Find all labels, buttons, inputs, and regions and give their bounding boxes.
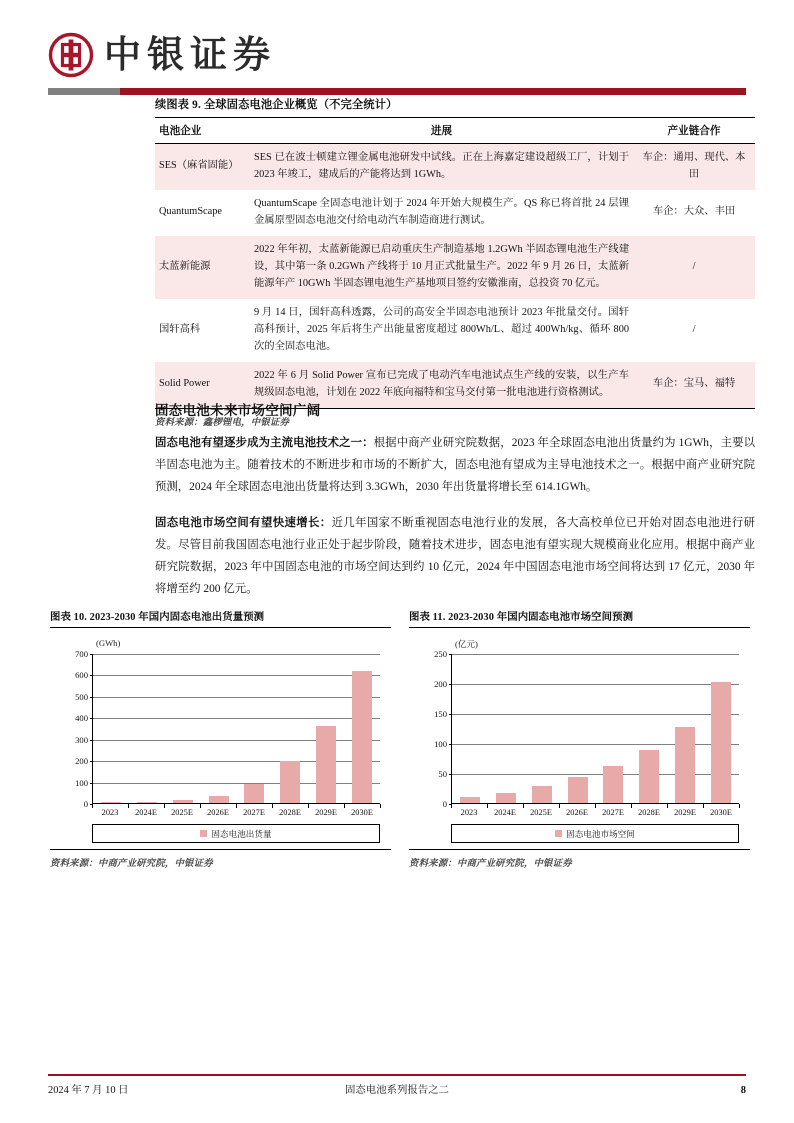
bar [675,727,695,803]
cell-progress: 9 月 14 日，国轩高科透露，公司的高安全半固态电池预计 2023 年批量交付。国轩高科预计，2025 年后将生产出能量密度超过 800Wh/L、超过 400Wh/kg、循环 800 次的全固态电池。 [254,306,629,352]
table-source-note: 资料来源：鑫椤锂电，中银证券 [155,417,290,428]
footer-date: 2024 年 7 月 10 日 [48,1084,129,1096]
bar [316,726,336,803]
x-tick-mark [739,804,740,808]
cell-progress: QuantumScape 全固态电池计划于 2024 年开始大规模生产。QS 称已将首批 24 层锂金属原型固态电池交付给电动汽车制造商进行测试。 [254,197,629,226]
paragraph [155,512,755,601]
chart-bars [452,654,739,803]
y-axis-tick-label: 700 [75,649,88,659]
chart-x-labels [92,808,380,817]
paragraph [155,432,755,499]
figure-source-note: 资料来源：中商产业研究院，中银证券 [409,849,750,869]
bar-chart-shipment [50,638,391,843]
chart-unit-label: (亿元) [455,639,478,649]
x-axis-tick-label: 2029E [674,808,696,817]
brand-name: 中银证券 [104,34,276,76]
chart-legend [92,824,380,843]
table-row [155,299,755,362]
y-axis-tick-label: 600 [75,670,88,681]
bar [603,766,623,803]
header-divider-grey [48,88,120,95]
table-row [155,144,755,190]
bar [173,800,193,803]
y-axis-tick-label: 150 [434,709,447,719]
x-axis-tick-label: 2024E [494,808,516,817]
figure-body [409,627,750,869]
bar [209,796,229,803]
figure-shipment-forecast [50,608,391,869]
legend-label: 固态电池市场空间 [566,828,635,839]
cell-progress: 2022 年年初，太蓝新能源已启动重庆生产制造基地 1.2GWh 半固态锂电池生产线建设，其中第一条 0.2GWh 产线将于 10 月正式批量生产。2022 年 9 月 26 日，太蓝新能源年产 10GWh 半固态锂电池生产基地项目签约安徽淮南，总投资 70 亿元。 [250,236,635,299]
bar-slot [596,654,632,803]
cell-chain: 车企：大众、丰田 [652,206,736,218]
x-axis-tick-label: 2026E [566,808,588,817]
x-axis-tick-label: 2023 [101,808,119,817]
bar-chart-market-size [409,638,750,843]
prose-section [155,400,755,614]
bar-slot [201,654,237,803]
cell-company: SES（麻省固能） [155,144,250,190]
figure-caption: 图表 11. 2023-2030 年国内固态电池市场空间预测 [409,612,634,623]
x-axis-tick-label: 2028E [279,808,301,817]
chart-x-labels [451,808,739,817]
column-header-company: 电池企业 [155,118,250,144]
bar [711,682,731,803]
bar-slot [488,654,524,803]
bar [244,784,264,803]
column-header-chain: 产业链合作 [635,118,755,144]
cell-chain: / [692,323,696,335]
legend-swatch-icon [200,830,207,837]
bar-slot [524,654,560,803]
figure-body [50,627,391,869]
x-axis-tick-label: 2028E [638,808,660,817]
y-axis-tick-label: 200 [75,756,88,767]
table-header-row [155,118,755,144]
y-axis-tick-label: 0 [442,799,447,809]
company-overview-table-block [155,96,755,428]
cell-chain: 车企：宝马、福特 [635,362,755,408]
bar-slot [129,654,165,803]
cell-company: Solid Power [155,362,250,408]
x-axis-tick-label: 2030E [351,808,373,817]
bar-slot [344,654,380,803]
page-footer [48,1074,746,1096]
bar-slot [631,654,667,803]
x-axis-tick-label: 2027E [602,808,624,817]
x-axis-tick-label: 2027E [243,808,265,817]
y-axis-tick-label: 100 [75,777,88,788]
cell-chain: 车企：通用、现代、本田 [635,144,755,190]
chart-plot-area [434,649,739,809]
bar [101,802,121,803]
cell-company: QuantumScape [159,206,222,218]
y-axis-tick-label: 200 [434,679,447,689]
chart-unit-label: (GWh) [96,638,121,648]
table-row [155,190,755,236]
x-axis-tick-label: 2024E [135,808,157,817]
y-axis-tick-label: 500 [75,691,88,702]
x-tick-mark [380,804,381,808]
table-row [155,236,755,299]
y-axis-tick-label: 0 [83,799,88,809]
legend-label: 固态电池出货量 [211,828,272,839]
cell-progress: 2022 年 6 月 Solid Power 宣布已完成了电动汽车电池试点生产线的安装，以生产车规级固态电池，计划在 2022 年底向福特和宝马交付第一批电池进行资格测试。 [250,362,635,408]
figure-source-note: 资料来源：中商产业研究院，中银证券 [50,849,391,869]
bar-slot [308,654,344,803]
chart-plot-area [75,649,380,809]
chart-legend [451,824,739,843]
header-divider-red [120,88,746,95]
bar-slot [560,654,596,803]
bar [280,761,300,803]
page-number: 8 [740,1084,746,1096]
bar-slot [667,654,703,803]
footer-report-title: 固态电池系列报告之二 [345,1084,449,1096]
table-caption: 续图表 9. 全球固态电池企业概览（不完全统计） [155,99,398,111]
bar [568,777,588,803]
legend-swatch-icon [555,830,562,837]
column-header-progress: 进展 [250,118,635,144]
page-header [48,28,746,95]
x-axis-tick-label: 2030E [710,808,732,817]
paragraph-lead: 固态电池市场空间有望快速增长： [155,516,332,529]
bar-slot [272,654,308,803]
bar-slot [237,654,273,803]
bar-slot [165,654,201,803]
bar [460,797,480,803]
bar [352,671,372,803]
company-overview-table [155,117,755,409]
bar [137,802,157,803]
header-divider [48,88,746,95]
y-axis-tick-label: 300 [75,734,88,745]
x-axis-tick-label: 2023 [460,808,478,817]
paragraph-lead: 固态电池有望逐步成为主流电池技术之一： [155,437,374,449]
bar-slot [93,654,129,803]
brand-logo [48,28,746,82]
footer-row [48,1076,746,1096]
chart-bars [93,654,380,803]
figures-row [50,608,750,869]
y-axis-tick-label: 400 [75,713,88,724]
section-title: 固态电池未来市场空间广阔 [155,403,321,418]
cell-company: 太蓝新能源 [155,236,250,299]
paragraph-body: 根据中商产业研究院数据，2023 年全球固态电池出货量约为 1GWh，主要以半固态电池为主。随着技术的不断进步和市场的不断扩大，固态电池有望成为主导电池技术之一。根据中商产业研究院预测，2024 年全球固态电池出货量将达到 3.3GWh，2030 年出货量将增长至 614.1GWh。 [155,437,755,494]
x-axis-tick-label: 2026E [207,808,229,817]
cell-progress: SES 已在波士顿建立锂金属电池研发中试线。正在上海嘉定建设超级工厂，计划于 2023 年竣工，建成后的产能将达到 1GWh。 [250,144,635,190]
bar-slot [452,654,488,803]
cell-chain: / [635,236,755,299]
y-axis-tick-label: 50 [438,769,447,779]
y-axis-tick-label: 250 [434,649,447,659]
y-axis-tick-label: 100 [434,739,447,749]
bar-slot [703,654,739,803]
bar [496,793,516,803]
x-axis-tick-label: 2025E [171,808,193,817]
bar [639,750,659,803]
figure-market-size-forecast [409,608,750,869]
figure-caption: 图表 10. 2023-2030 年国内固态电池出货量预测 [50,612,265,623]
boc-emblem-icon [48,32,94,78]
paragraph-body: 近几年国家不断重视固态电池行业的发展，各大高校单位已开始对固态电池进行研发。尽管目前我国固态电池行业正处于起步阶段，随着技术进步，固态电池有望实现大规模商业化应用。根据中商产业研究院数据，2023 年中国固态电池的市场空间达到约 10 亿元，2024 年中国固态电池市场空间将达到 17 亿元，2030 年将增至约 200 亿元。 [155,516,755,596]
x-axis-tick-label: 2029E [315,808,337,817]
x-axis-tick-label: 2025E [530,808,552,817]
cell-company: 国轩高科 [159,323,201,335]
bar [532,786,552,803]
